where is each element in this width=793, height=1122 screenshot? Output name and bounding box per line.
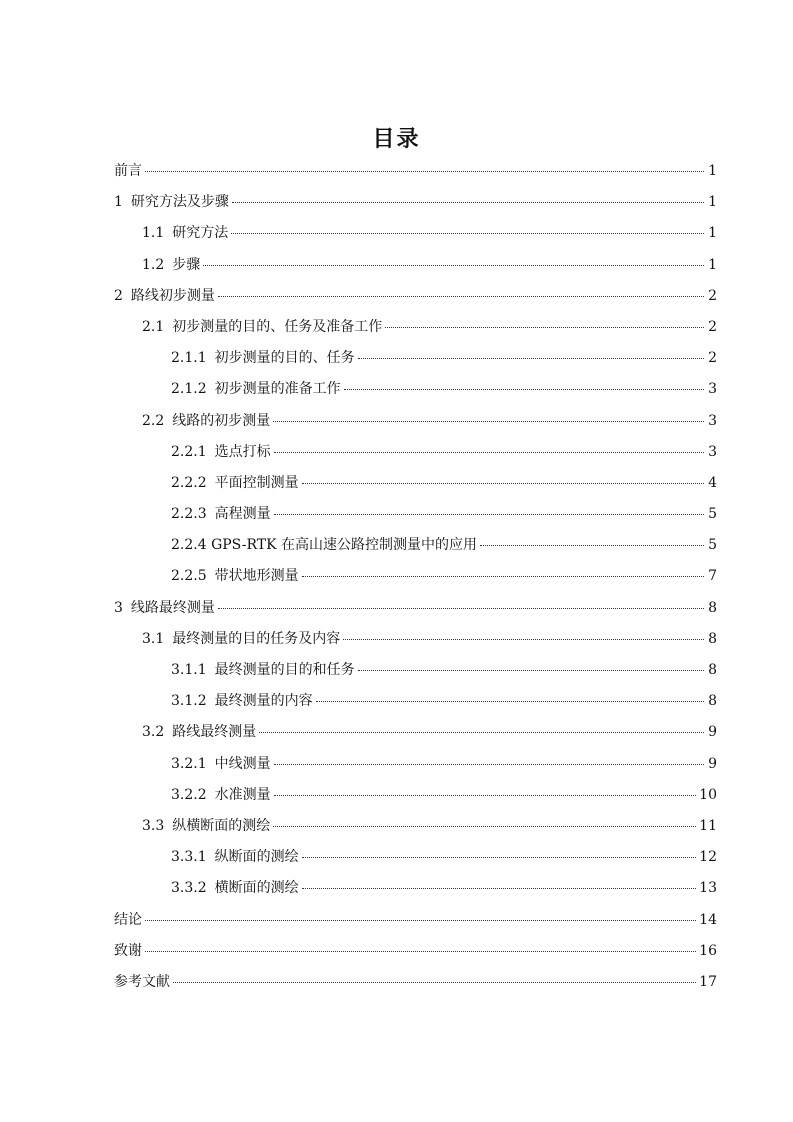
toc-dot-leader [274, 513, 704, 515]
toc-entry-title: 步骤 [172, 256, 201, 273]
toc-entry[interactable] [114, 437, 717, 468]
toc-entry[interactable] [114, 406, 717, 437]
toc-entry-number: 2 [114, 287, 123, 304]
toc-dot-leader [218, 295, 704, 297]
toc-entry[interactable] [114, 312, 717, 343]
toc-page-number: 11 [699, 817, 717, 834]
toc-page-number: 4 [708, 474, 717, 491]
toc-entry-title: 路线初步测量 [130, 287, 215, 304]
toc-page-number: 3 [708, 412, 717, 429]
toc-dot-leader [259, 731, 704, 733]
toc-entry-number: 2.2 [142, 412, 165, 429]
toc-entry-title: 研究方法及步骤 [130, 194, 229, 211]
toc-page-number: 3 [708, 381, 717, 398]
toc-dot-leader [145, 919, 696, 921]
toc-entry[interactable] [114, 655, 717, 686]
toc-entry-number: 2.1.1 [171, 350, 207, 367]
toc-page-number: 8 [708, 630, 717, 647]
toc-dot-leader [302, 575, 704, 577]
toc-entry-title: 2.2.4 GPS-RTK 在高山速公路控制测量中的应用 [171, 537, 478, 554]
toc-entry[interactable] [114, 905, 717, 936]
toc-entry-number: 1.1 [142, 225, 165, 242]
toc-page-number: 8 [708, 693, 717, 710]
toc-entry-number: 1.2 [142, 256, 165, 273]
toc-entry-number: 3.2.1 [171, 755, 207, 772]
toc-entry-title: 线路最终测量 [130, 599, 215, 616]
toc-entry[interactable] [114, 530, 717, 561]
toc-entry-number: 2.2.5 [171, 568, 207, 585]
toc-entry[interactable] [114, 686, 717, 717]
toc-entry[interactable] [114, 499, 717, 530]
toc-entry-title: 初步测量的准备工作 [214, 381, 341, 398]
toc-dot-leader [344, 388, 704, 390]
toc-page-number: 3 [708, 443, 717, 460]
toc-dot-leader [231, 232, 704, 234]
toc-entry-title: 高程测量 [214, 506, 271, 523]
toc-entry[interactable] [114, 842, 717, 873]
toc-page-number: 16 [699, 942, 717, 959]
toc-dot-leader [358, 357, 704, 359]
toc-dot-leader [480, 544, 704, 546]
toc-entry[interactable] [114, 561, 717, 592]
toc-dot-leader [274, 451, 704, 453]
toc-dot-leader [218, 607, 704, 609]
toc-entry-title: 带状地形测量 [214, 568, 299, 585]
toc-entry[interactable] [114, 717, 717, 748]
toc-page-number: 14 [699, 911, 717, 928]
toc-entry-title: 初步测量的目的、任务 [214, 350, 355, 367]
toc-page-number: 8 [708, 599, 717, 616]
toc-entry-title: 结论 [114, 911, 142, 928]
toc-entry-number: 3.1 [142, 630, 165, 647]
toc-entry-number: 2.2.2 [171, 474, 207, 491]
toc-entry-number: 3.2 [142, 724, 165, 741]
toc-entry[interactable] [114, 250, 717, 281]
toc-entry-number: 3.3.1 [171, 849, 207, 866]
toc-entry-number: 3.3.2 [171, 880, 207, 897]
toc-entry[interactable] [114, 967, 717, 998]
toc-dot-leader [232, 201, 704, 203]
toc-page-number: 1 [708, 194, 717, 211]
toc-dot-leader [343, 638, 704, 640]
toc-dot-leader [302, 482, 704, 484]
toc-dot-leader [385, 326, 704, 328]
toc-entry[interactable] [114, 811, 717, 842]
toc-entry-title: 线路的初步测量 [172, 412, 271, 429]
toc-entry-title: 横断面的测绘 [214, 880, 299, 897]
toc-entry-number: 3.1.1 [171, 662, 207, 678]
toc-dot-leader [302, 887, 697, 889]
toc-entry-number: 3.1.2 [171, 693, 207, 710]
toc-entry[interactable] [114, 593, 717, 624]
toc-dot-leader [145, 950, 696, 952]
toc-entry-number: 1 [114, 194, 123, 211]
toc-dot-leader [203, 264, 704, 266]
toc-dot-leader [173, 981, 696, 983]
toc-entry-title: 平面控制测量 [214, 474, 299, 491]
toc-page-number: 12 [699, 849, 717, 866]
toc-page-number: 5 [708, 506, 717, 523]
toc-entry-title: 中线测量 [214, 755, 271, 772]
toc-page-number: 1 [708, 225, 717, 242]
toc-page-number: 8 [708, 662, 717, 678]
toc-entry[interactable] [114, 156, 717, 187]
toc-entry-number: 3.3 [142, 817, 165, 834]
toc-page-number: 2 [708, 287, 717, 304]
toc-entry[interactable] [114, 873, 717, 904]
toc-page-number: 10 [699, 786, 717, 803]
toc-dot-leader [145, 170, 704, 172]
toc-page-number: 9 [708, 755, 717, 772]
toc-entry-number: 2.1 [142, 318, 165, 335]
toc-page-number: 2 [708, 318, 717, 335]
toc-entry-title: 致谢 [114, 942, 142, 959]
toc-entry[interactable] [114, 187, 717, 218]
toc-entry-title: 选点打标 [214, 443, 271, 460]
toc-entry[interactable] [114, 374, 717, 405]
toc-entry-title: 最终测量的目的任务及内容 [172, 630, 341, 647]
toc-dot-leader [302, 856, 697, 858]
toc-dot-leader [273, 825, 696, 827]
toc-page-number: 2 [708, 350, 717, 367]
toc-page-number: 17 [699, 973, 717, 990]
toc-page-number: 5 [708, 537, 717, 554]
toc-dot-leader [316, 700, 704, 702]
toc-page-number: 9 [708, 724, 717, 741]
toc-dot-leader [358, 669, 704, 671]
toc-entry-title: 路线最终测量 [172, 724, 257, 741]
toc-entry-number: 3.2.2 [171, 786, 207, 803]
toc-entry-title: 纵横断面的测绘 [172, 817, 271, 834]
toc-entry-number: 2.1.2 [171, 381, 207, 398]
toc-entry[interactable] [114, 468, 717, 499]
toc-entry-title: 初步测量的目的、任务及准备工作 [172, 318, 383, 335]
toc-page-number: 7 [708, 568, 717, 585]
toc-list [114, 156, 717, 998]
toc-page-number: 13 [699, 880, 717, 897]
toc-page-number: 1 [708, 163, 717, 179]
toc-page-number: 1 [708, 256, 717, 273]
toc-entry-title: 最终测量的目的和任务 [214, 662, 355, 678]
toc-entry-number: 3 [114, 599, 123, 616]
toc-entry-title: 水准测量 [214, 786, 271, 803]
toc-entry-title: 研究方法 [172, 225, 229, 242]
toc-entry-number: 2.2.3 [171, 506, 207, 523]
toc-entry[interactable] [114, 281, 717, 312]
toc-entry-title: 参考文献 [114, 973, 170, 990]
toc-entry[interactable] [114, 218, 717, 249]
toc-entry-title: 最终测量的内容 [214, 693, 313, 710]
toc-dot-leader [273, 420, 704, 422]
toc-entry-number: 2.2.1 [171, 443, 207, 460]
toc-entry-title: 前言 [114, 163, 142, 179]
toc-entry[interactable] [114, 343, 717, 374]
toc-entry[interactable] [114, 780, 717, 811]
toc-title: 目录 [372, 126, 421, 152]
toc-dot-leader [274, 794, 697, 796]
toc-entry[interactable] [114, 936, 717, 967]
toc-dot-leader [274, 763, 704, 765]
toc-entry[interactable] [114, 624, 717, 655]
toc-entry-title: 纵断面的测绘 [214, 849, 299, 866]
toc-entry[interactable] [114, 749, 717, 780]
